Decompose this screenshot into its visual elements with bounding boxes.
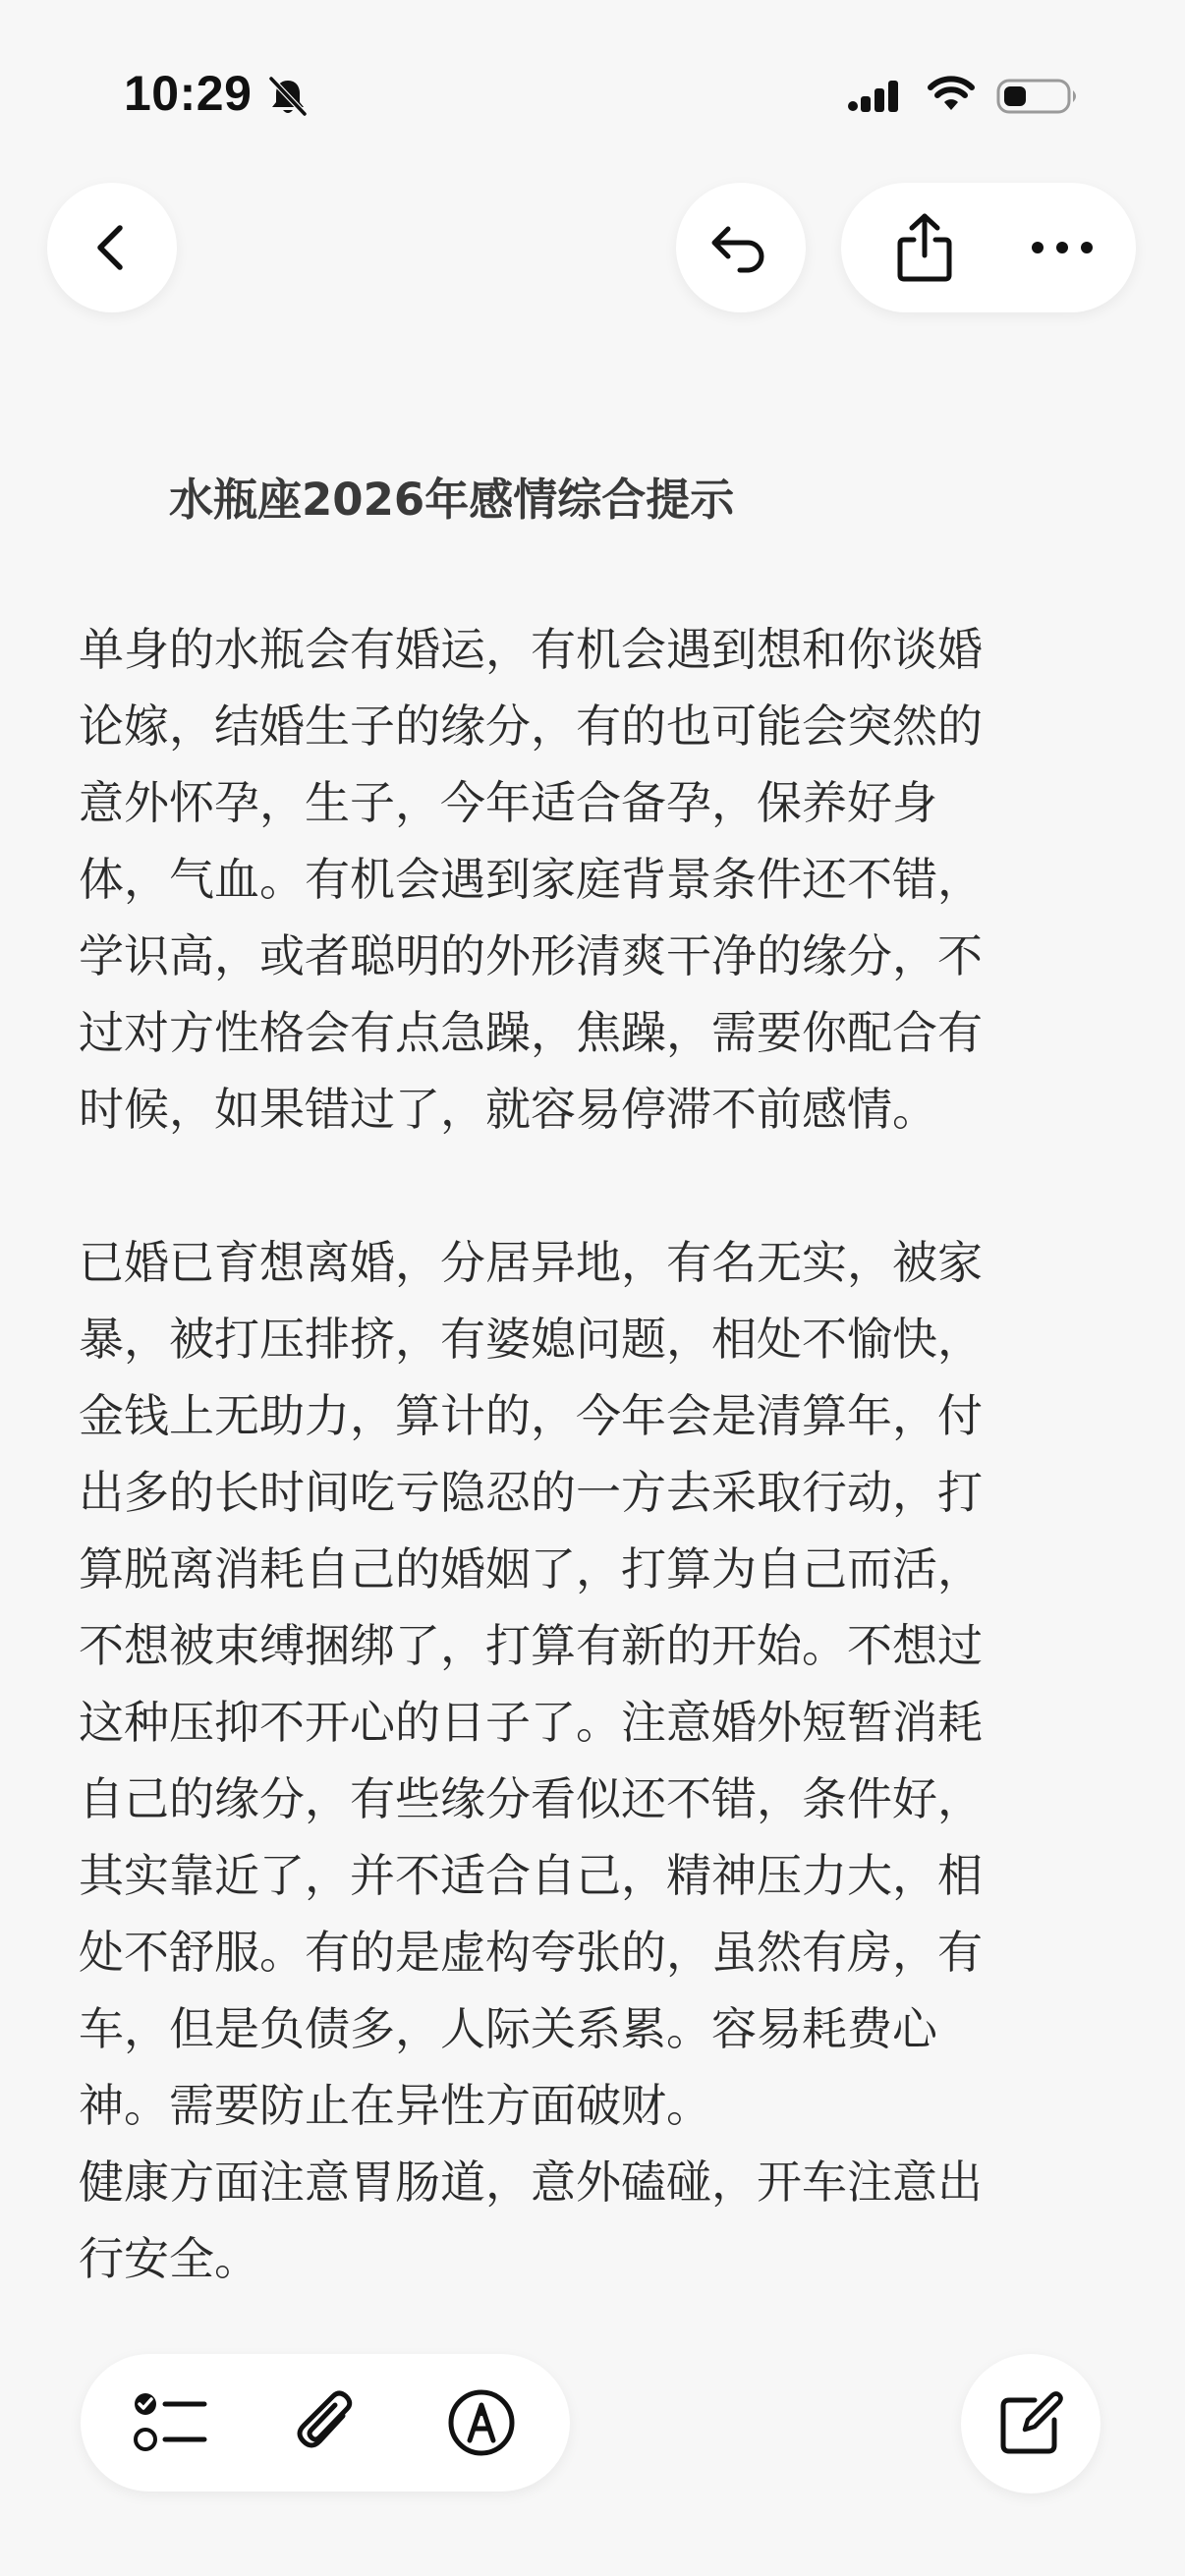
compose-icon [995, 2388, 1066, 2459]
wifi-icon [926, 75, 977, 114]
status-time: 10:29 [124, 66, 253, 121]
attach-button[interactable] [257, 2354, 395, 2492]
status-bar [0, 0, 1185, 147]
back-button[interactable] [47, 183, 177, 312]
note-paragraph-1[interactable]: 单身的水瓶会有婚运，有机会遇到想和你谈婚 论嫁，结婚生子的缘分，有的也可能会突然的 意外怀孕，生子，今年适合备孕，保养好身 体，气血。有机会遇到家庭背景条件还不错， 学识高，或者聪明的外形清爽干净的缘分，不 过对方性格会有点急躁，焦躁，需要你配合有 时候，如果错过了，就容易停滞不前感情。 [79, 623, 983, 1136]
share-button[interactable] [861, 183, 988, 312]
markup-icon [446, 2387, 517, 2458]
paragraph-spacer [79, 1148, 1100, 1224]
bell-slash-icon [267, 75, 309, 118]
paperclip-icon [292, 2386, 361, 2459]
note-paragraph-2[interactable]: 已婚已育想离婚，分居异地，有名无实，被家 暴，被打压排挤，有婆媳问题，相处不愉快， 金钱上无助力，算计的，今年会是清算年，付 出多的长时间吃亏隐忍的一方去采取行动，打 算脱离消耗自己的婚姻了，打算为自己而活， 不想被束缚捆绑了，打算有新的开始。不想过 这种压抑不开心的日子了。注意婚外短暂消耗 自己的缘分，有些缘分看似还不错，条件好， 其实靠近了，并不适合自己，精神压力大，相 处不舒服。有的是虚构夸张的，虽然有房，有 车，但是负债多，人际关系累。容易耗费心 神。需要防止在异性方面破财。 健康方面注意胃肠道，意外磕碰，开车注意出 行安全。 [79, 1236, 983, 2285]
checklist-button[interactable] [102, 2354, 240, 2492]
back-icon [85, 220, 140, 275]
share-icon [890, 210, 959, 285]
compose-button[interactable] [961, 2354, 1100, 2493]
checklist-icon [132, 2388, 210, 2457]
actions-group [841, 183, 1136, 312]
battery-icon [996, 77, 1081, 116]
note-body[interactable] [79, 611, 1100, 2297]
bottom-toolbar [81, 2354, 570, 2492]
more-icon [1028, 238, 1097, 257]
undo-button[interactable] [676, 183, 806, 312]
more-button[interactable] [998, 183, 1126, 312]
cellular-signal-icon [847, 77, 906, 116]
markup-button[interactable] [413, 2354, 550, 2492]
undo-icon [706, 213, 775, 282]
note-title[interactable]: 水瓶座2026年感情综合提示 [169, 474, 735, 526]
